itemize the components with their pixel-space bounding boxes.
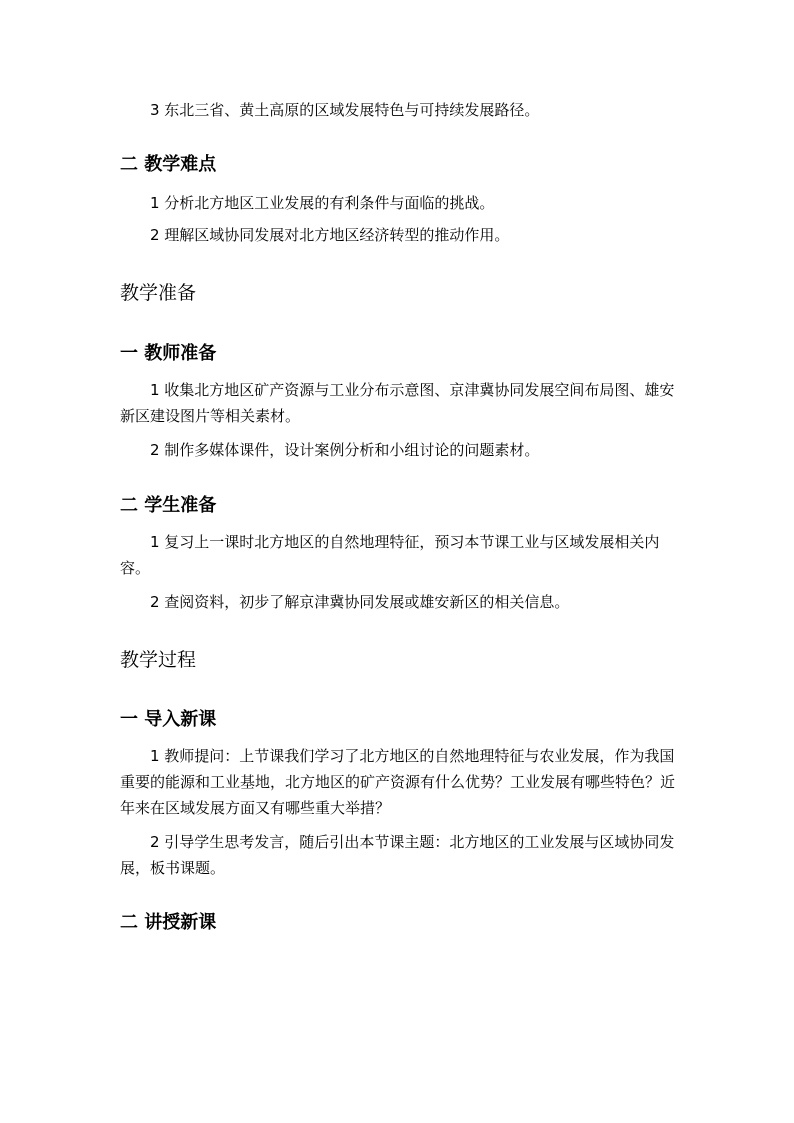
intro-heading: 一 导入新课 [120,709,217,730]
difficulty-item-1: 1 分析北方地区工业发展的有利条件与面临的挑战。 [150,194,495,212]
student-prep-item-1: 1 复习上一课时北方地区的自然地理特征，预习本节课工业与区域发展相关内容。 [120,533,660,577]
student-prep-heading: 二 学生准备 [120,495,217,516]
student-prep-item-2: 2 查阅资料，初步了解京津冀协同发展或雄安新区的相关信息。 [150,593,570,611]
teacher-prep-item-2: 2 制作多媒体课件，设计案例分析和小组讨论的问题素材。 [150,441,540,459]
preparation-title: 教学准备 [120,282,197,304]
process-title: 教学过程 [120,649,197,671]
teacher-prep-item-1: 1 收集北方地区矿产资源与工业分布示意图、京津冀协同发展空间布局图、雄安新区建设图片等相关素材。 [120,381,675,425]
teach-heading: 二 讲授新课 [120,912,217,933]
intro-item-2: 2 引导学生思考发言，随后引出本节课主题：北方地区的工业发展与区域协同发展，板书课题。 [120,833,675,877]
intro-item-1: 1 教师提问：上节课我们学习了北方地区的自然地理特征与农业发展，作为我国重要的能源和工业基地，北方地区的矿产资源有什么优势？工业发展有哪些特色？近年来在区域发展方面又有哪些重大举措？ [120,747,676,817]
difficulty-item-2: 2 理解区域协同发展对北方地区经济转型的推动作用。 [150,226,510,244]
teacher-prep-heading: 一 教师准备 [120,343,217,364]
difficulty-heading: 二 教学难点 [120,154,217,175]
objective-item-3: 3 东北三省、黄土高原的区域发展特色与可持续发展路径。 [150,101,540,119]
